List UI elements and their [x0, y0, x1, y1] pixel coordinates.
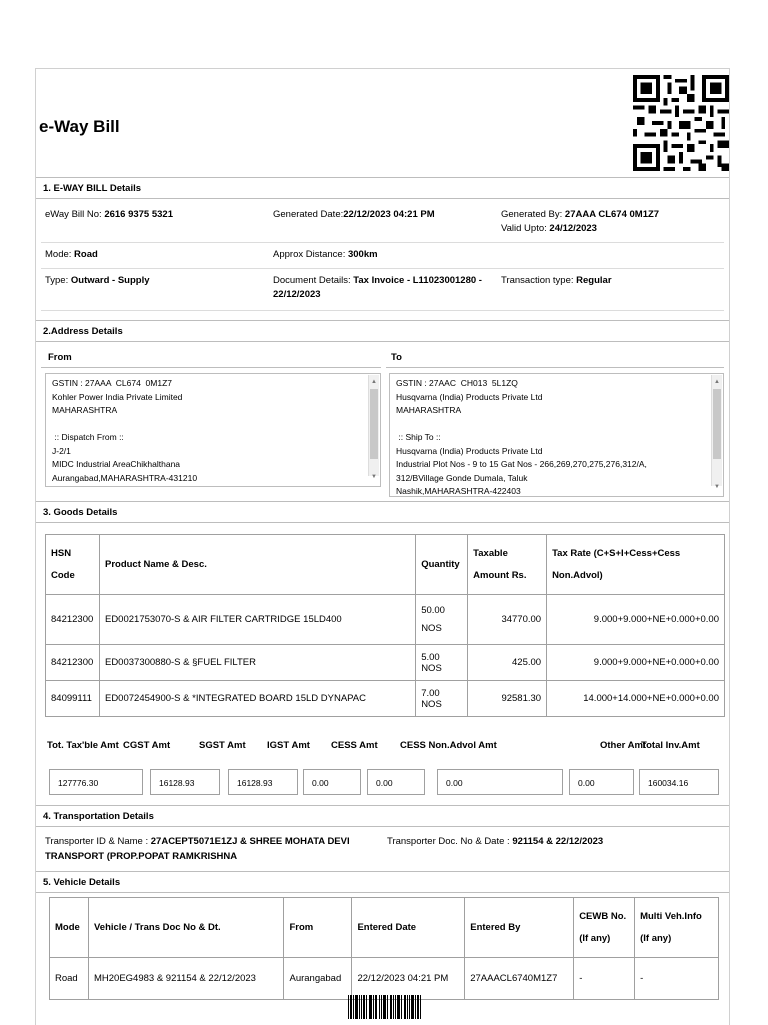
address-line: MAHARASHTRA — [396, 405, 462, 415]
table-row — [46, 645, 725, 681]
transporter-name-cont: TRANSPORT (PROP.POPAT RAMKRISHNA — [45, 851, 238, 862]
col-entered-by: Entered By — [465, 898, 574, 958]
to-address-textarea[interactable] — [389, 373, 724, 497]
cell-product: ED0072454900-S & *INTEGRATED BOARD 15LD DYNAPAC — [99, 681, 415, 717]
col-multi-veh: Multi Veh.Info (If any) — [635, 898, 719, 958]
vehicle-header-row — [50, 898, 719, 958]
eway-bill-page — [35, 68, 730, 1025]
section-eway-bill-details: 1. E-WAY BILL Details — [36, 177, 729, 199]
from-label: From — [48, 352, 72, 363]
col-hsn: HSN Code — [46, 535, 100, 595]
sum-label-taxable: Tot. Tax'ble Amt — [47, 740, 119, 751]
sum-taxable-field: 127776.30 — [49, 769, 143, 795]
sum-cess-nonadvol-field: 0.00 — [437, 769, 563, 795]
generated-date: Generated Date:22/12/2023 04:21 PM — [273, 209, 435, 220]
to-label: To — [391, 352, 402, 363]
address-line: GSTIN : 27AAA CL674 0M1Z7 — [52, 378, 173, 388]
sum-label-igst: IGST Amt — [267, 740, 310, 751]
barcode-icon — [348, 995, 422, 1019]
address-line — [52, 418, 374, 432]
cell-taxable: 92581.30 — [468, 681, 547, 717]
valid-upto: Valid Upto: 24/12/2023 — [501, 223, 597, 234]
qr-code-icon — [633, 75, 729, 171]
table-row — [46, 681, 725, 717]
sum-label-cess-nonadvol: CESS Non.Advol Amt — [400, 740, 497, 751]
from-address-textarea[interactable] — [45, 373, 381, 487]
cell-quantity: 5.00 NOS — [416, 645, 468, 681]
cell-hsn: 84212300 — [46, 645, 100, 681]
col-product: Product Name & Desc. — [99, 535, 415, 595]
sum-other-field: 0.00 — [569, 769, 634, 795]
cell-product: ED0021753070-S & AIR FILTER CARTRIDGE 15LD400 — [99, 595, 415, 645]
cell-from: Aurangabad — [284, 958, 352, 1000]
sum-cgst-field: 16128.93 — [150, 769, 220, 795]
ewb-no: eWay Bill No: 2616 9375 5321 — [45, 209, 173, 220]
col-cewb: CEWB No. (If any) — [574, 898, 635, 958]
document-details: Document Details: Tax Invoice - L11023001280 - 22/12/2023 — [273, 275, 482, 300]
sum-total-field: 160034.16 — [639, 769, 719, 795]
address-line: MIDC Industrial AreaChikhalthana — [52, 459, 181, 469]
col-vehicle: Vehicle / Trans Doc No & Dt. — [88, 898, 284, 958]
page-title: e-Way Bill — [39, 117, 120, 136]
cell-cewb: - — [574, 958, 635, 1000]
address-line — [396, 418, 717, 432]
cell-hsn: 84212300 — [46, 595, 100, 645]
col-quantity: Quantity — [416, 535, 468, 595]
sum-cess-field: 0.00 — [367, 769, 425, 795]
cell-tax-rate: 14.000+14.000+NE+0.000+0.00 — [547, 681, 725, 717]
address-line: J-2/1 — [52, 445, 71, 456]
address-line: GSTIN : 27AAC CH013 5L1ZQ — [396, 378, 518, 388]
address-line: 312/BVillage Gonde Dumala, Taluk — [396, 472, 528, 483]
sum-sgst-field: 16128.93 — [228, 769, 298, 795]
approx-distance: Approx Distance: 300km — [273, 249, 378, 260]
generated-by: Generated By: 27AAA CL674 0M1Z7 — [501, 209, 660, 220]
cell-tax-rate: 9.000+9.000+NE+0.000+0.00 — [547, 595, 725, 645]
cell-multi-veh: - — [635, 958, 719, 1000]
address-line: Husqvarna (India) Products Private Ltd — [396, 391, 543, 402]
cell-taxable: 34770.00 — [468, 595, 547, 645]
address-line: Kohler Power India Private Limited — [52, 391, 183, 402]
cell-product: ED0037300880-S & §FUEL FILTER — [99, 645, 415, 681]
section-address-details: 2.Address Details — [36, 320, 729, 342]
to-address-text — [396, 377, 717, 497]
cell-tax-rate: 9.000+9.000+NE+0.000+0.00 — [547, 645, 725, 681]
section-vehicle-details: 5. Vehicle Details — [36, 871, 729, 893]
col-taxable: Taxable Amount Rs. — [468, 535, 547, 595]
col-from: From — [284, 898, 352, 958]
address-line: MAHARASHTRA — [52, 405, 118, 415]
cell-vehicle: MH20EG4983 & 921154 & 22/12/2023 — [88, 958, 284, 1000]
address-line: Nashik,MAHARASHTRA-422403 — [396, 486, 521, 496]
from-address-text — [52, 377, 374, 485]
sum-label-other: Other Amt — [600, 740, 647, 751]
vehicle-table — [49, 897, 719, 1000]
transporter-doc: Transporter Doc. No & Date : 921154 & 22/12/2023 — [387, 836, 604, 847]
sum-label-cgst: CGST Amt — [123, 740, 171, 751]
sum-label-sgst: SGST Amt — [199, 740, 246, 751]
cell-entered-date: 22/12/2023 04:21 PM — [352, 958, 465, 1000]
cell-quantity: 7.00 NOS — [416, 681, 468, 717]
address-line: Husqvarna (India) Products Private Ltd — [396, 445, 543, 456]
col-mode: Mode — [50, 898, 89, 958]
transporter-id: Transporter ID & Name : 27ACEPT5071E1ZJ & SHREE MOHATA DEVI — [45, 836, 350, 847]
address-line: :: Dispatch From :: — [52, 432, 124, 442]
sum-igst-field: 0.00 — [303, 769, 361, 795]
sum-label-cess: CESS Amt — [331, 740, 378, 751]
goods-table — [45, 534, 725, 717]
col-entered-date: Entered Date — [352, 898, 465, 958]
cell-quantity: 50.00 NOS — [416, 595, 468, 645]
address-line: :: Ship To :: — [396, 432, 441, 442]
section-transportation-details: 4. Transportation Details — [36, 805, 729, 827]
from-scrollbar[interactable]: ▲ ▼ — [368, 375, 379, 476]
table-row — [50, 958, 719, 1000]
goods-header-row — [46, 535, 725, 595]
address-line: Industrial Plot Nos - 9 to 15 Gat Nos - 266,269,270,275,276,312/A, — [396, 459, 647, 469]
to-scrollbar[interactable]: ▲ ▼ — [711, 375, 722, 486]
table-row — [46, 595, 725, 645]
cell-mode: Road — [50, 958, 89, 1000]
section-goods-details: 3. Goods Details — [36, 501, 729, 523]
type: Type: Outward - Supply — [45, 275, 150, 286]
sum-label-total: Total Inv.Amt — [641, 740, 700, 751]
transaction-type: Transaction type: Regular — [501, 275, 612, 286]
address-line: Aurangabad,MAHARASHTRA-431210 — [52, 472, 198, 483]
col-tax-rate: Tax Rate (C+S+I+Cess+Cess Non.Advol) — [547, 535, 725, 595]
cell-entered-by: 27AAACL6740M1Z7 — [465, 958, 574, 1000]
cell-taxable: 425.00 — [468, 645, 547, 681]
mode: Mode: Road — [45, 249, 98, 260]
cell-hsn: 84099111 — [46, 681, 100, 717]
